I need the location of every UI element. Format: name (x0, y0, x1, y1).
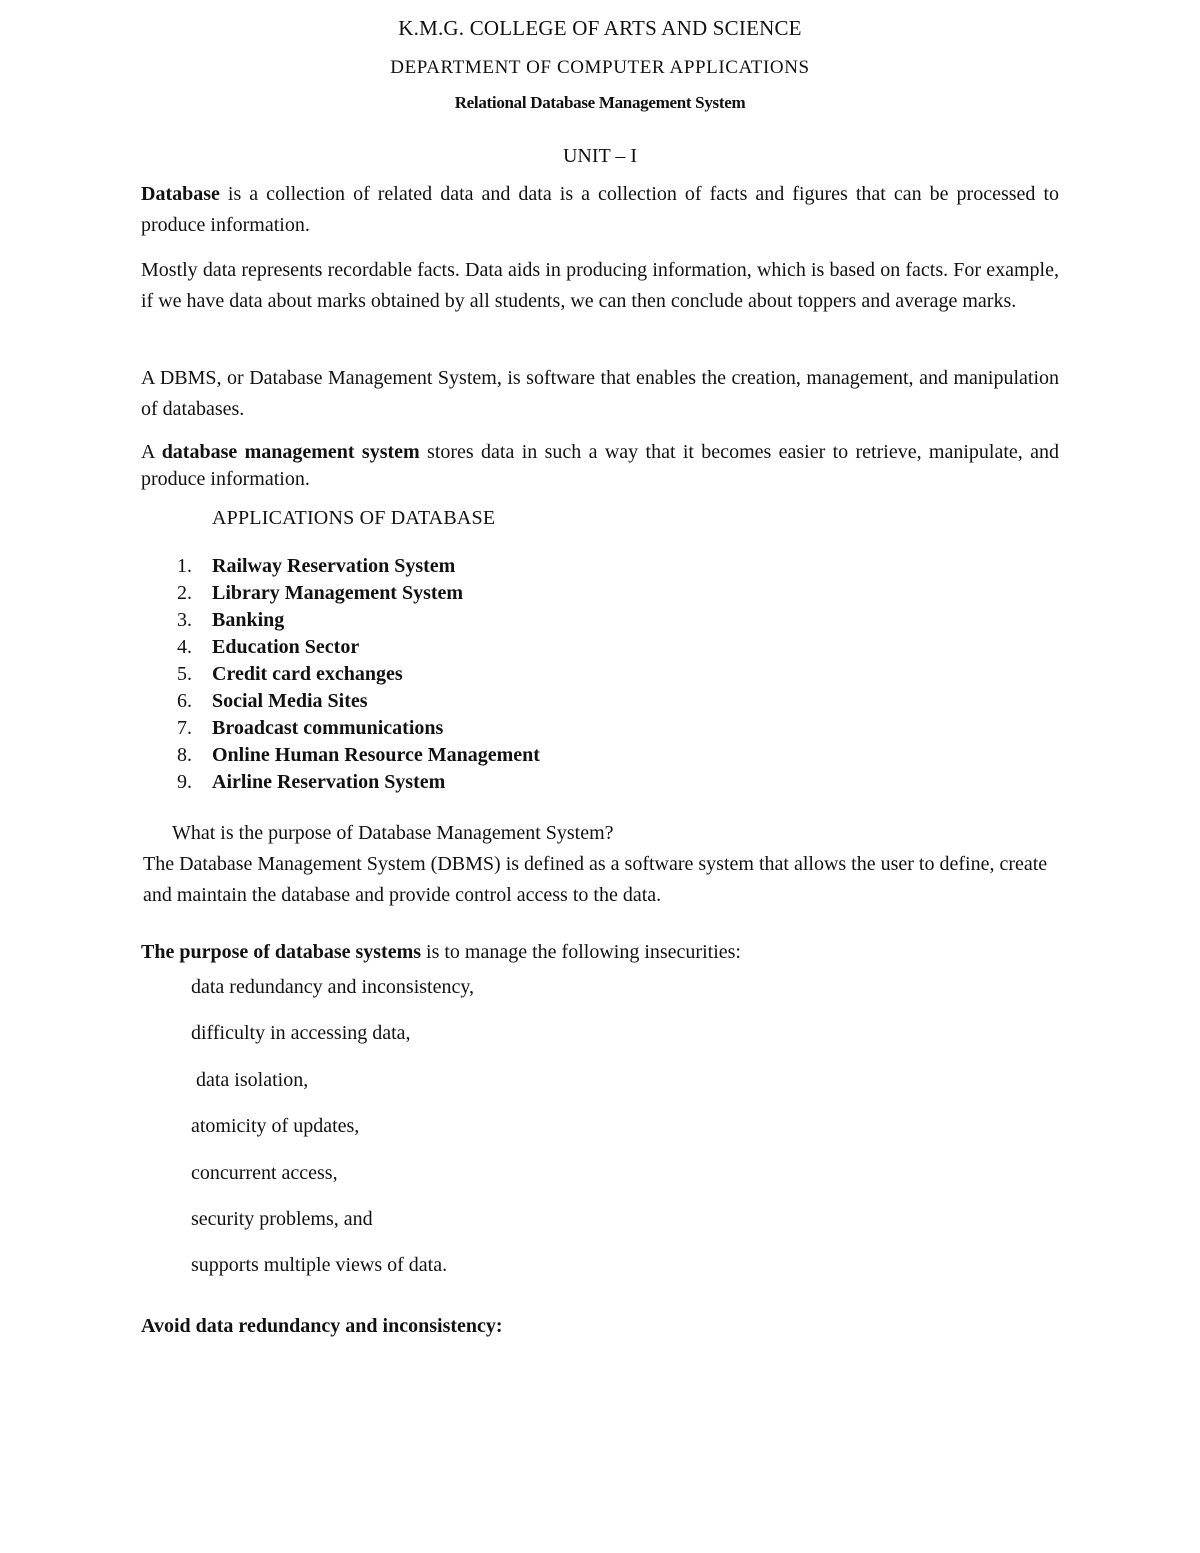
list-number: 6. (177, 690, 192, 712)
department-name: DEPARTMENT OF COMPUTER APPLICATIONS (390, 57, 810, 78)
paragraph-text: is a collection of related data and data is a collection of facts and figures that can be processed to produce information. (141, 183, 1059, 236)
subject-title: Relational Database Management System (454, 93, 746, 112)
insecurity-item: atomicity of updates, (191, 1115, 360, 1137)
term-dbms: database management system (161, 441, 420, 463)
list-number: 5. (177, 663, 192, 685)
list-item (170, 580, 540, 607)
list-label: Library Management System (212, 582, 464, 604)
paragraph-dbms-definition: A DBMS, or Database Management System, is software that enables the creation, management, and manipulation of databases. (141, 367, 1059, 420)
list-item (170, 742, 540, 769)
college-name: K.M.G. COLLEGE OF ARTS AND SCIENCE (398, 16, 802, 40)
purpose-intro (141, 941, 741, 964)
list-label: Airline Reservation System (212, 771, 446, 793)
paragraph-text: is to manage the following insecurities: (421, 941, 741, 963)
paragraph-dbms-defined: The Database Management System (DBMS) is defined as a software system that allows the user to define, create and maintain the database and provide control access to the data. (143, 853, 1048, 906)
unit-heading: UNIT – I (562, 145, 638, 167)
list-item (170, 715, 540, 742)
purpose-question: What is the purpose of Database Management System? (172, 822, 614, 844)
insecurity-item: data isolation, (191, 1069, 309, 1091)
paragraph-database-definition (141, 179, 1059, 241)
insecurity-item: concurrent access, (191, 1162, 338, 1184)
insecurity-item: supports multiple views of data. (191, 1254, 448, 1276)
list-item (170, 553, 540, 580)
insecurity-item: difficulty in accessing data, (191, 1022, 411, 1044)
insecurity-item: security problems, and (191, 1208, 373, 1230)
list-label: Education Sector (212, 636, 360, 658)
section-heading-avoid-redundancy: Avoid data redundancy and inconsistency: (141, 1315, 503, 1337)
list-number: 1. (177, 555, 192, 577)
list-item (170, 688, 540, 715)
term-purpose: The purpose of database systems (141, 941, 422, 963)
paragraph-data-facts: Mostly data represents recordable facts. Data aids in producing information, which is based on facts. For example, if we have data about marks obtained by all students, we can then conclude about toppers and average marks. (141, 259, 1059, 312)
list-item (170, 769, 540, 796)
term-database: Database (141, 183, 220, 205)
list-item (170, 634, 540, 661)
list-label: Banking (212, 609, 285, 631)
list-item (170, 607, 540, 634)
list-label: Broadcast communications (212, 717, 444, 739)
applications-heading: APPLICATIONS OF DATABASE (212, 507, 496, 529)
list-number: 8. (177, 744, 192, 766)
list-number: 7. (177, 717, 192, 739)
insecurity-item: data redundancy and inconsistency, (191, 976, 475, 998)
paragraph-text: stores data in such a way that it becomes easier to retrieve, manipulate, and produce information. (141, 441, 1059, 490)
list-label: Railway Reservation System (212, 555, 456, 577)
list-number: 2. (177, 582, 192, 604)
applications-list (170, 553, 540, 796)
list-number: 3. (177, 609, 192, 631)
list-label: Online Human Resource Management (212, 744, 540, 766)
list-number: 9. (177, 771, 192, 793)
list-label: Social Media Sites (212, 690, 368, 712)
paragraph-dbms-purpose (141, 439, 1059, 493)
list-number: 4. (177, 636, 192, 658)
list-item (170, 661, 540, 688)
paragraph-text: A (141, 441, 162, 463)
list-label: Credit card exchanges (212, 663, 403, 685)
